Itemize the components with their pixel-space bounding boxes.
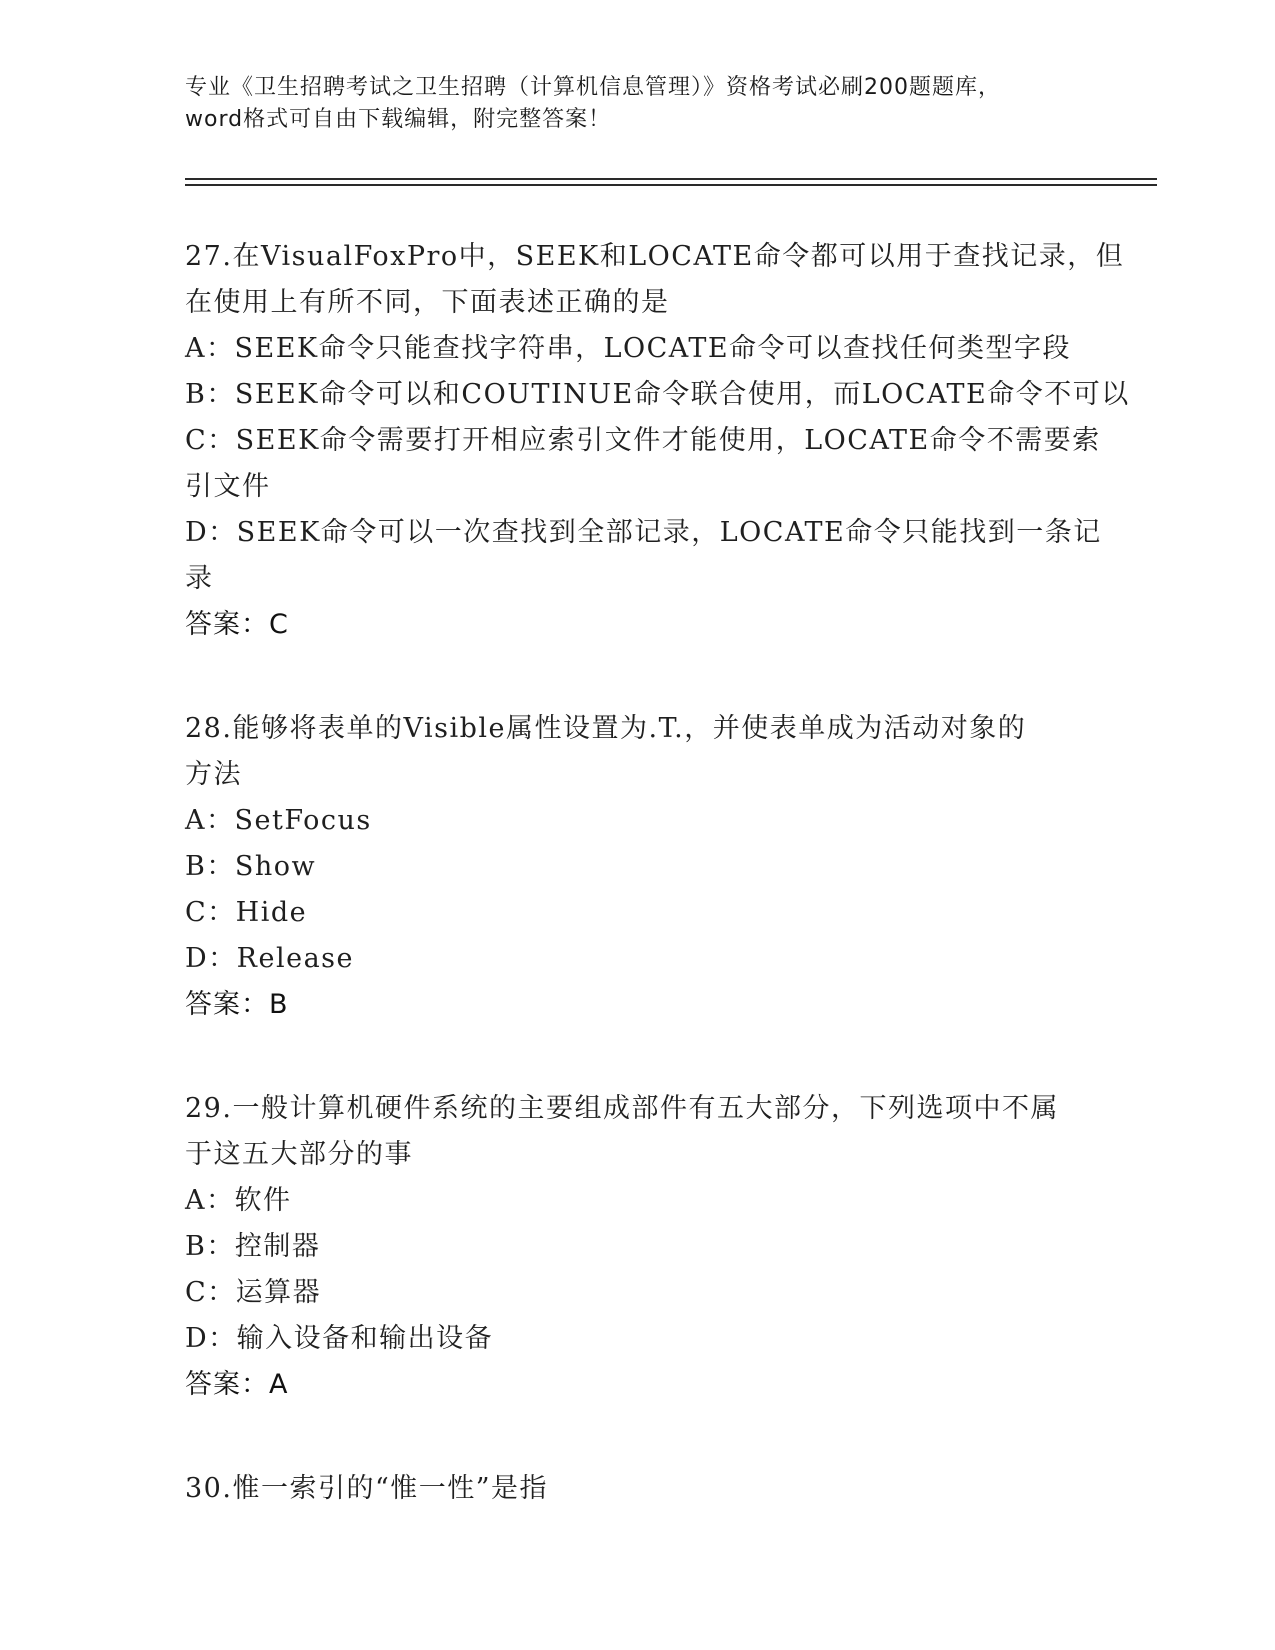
option-d: D：SEEK命令可以一次查找到全部记录，LOCATE命令只能找到一条记	[185, 517, 1102, 548]
option-c: C：运算器	[185, 1277, 322, 1308]
header-line-1: 专业《卫生招聘考试之卫生招聘（计算机信息管理）》资格考试必刷200题题库，	[185, 75, 1001, 100]
answer-key: 答案：B	[185, 989, 289, 1020]
question-stem: 29.一般计算机硬件系统的主要组成部件有五大部分，下列选项中不属	[185, 1093, 1059, 1124]
answer-key: 答案：A	[185, 1369, 289, 1400]
question-stem: 方法	[185, 759, 242, 790]
question-list	[185, 234, 1130, 1570]
option-d: D：Release	[185, 943, 355, 974]
option-a: A：软件	[185, 1185, 292, 1216]
question-stem: 于这五大部分的事	[185, 1139, 413, 1170]
question-stem: 27.在VisualFoxPro中，SEEK和LOCATE命令都可以用于查找记录，但	[185, 241, 1125, 272]
option-b: B：SEEK命令可以和COUTINUE命令联合使用，而LOCATE命令不可以	[185, 379, 1130, 410]
question-stem: 28.能够将表单的Visible属性设置为.T.，并使表单成为活动对象的	[185, 713, 1027, 744]
option-b: B：Show	[185, 851, 317, 882]
option-d-continued: 录	[185, 563, 214, 594]
option-c: C：SEEK命令需要打开相应索引文件才能使用，LOCATE命令不需要索	[185, 425, 1101, 456]
document-header	[185, 72, 1075, 136]
option-c-continued: 引文件	[185, 471, 271, 502]
header-divider-top	[185, 178, 1157, 180]
question-27	[185, 234, 1130, 648]
option-d: D：输入设备和输出设备	[185, 1323, 494, 1354]
question-28	[185, 706, 1085, 1028]
option-a: A：SetFocus	[185, 805, 372, 836]
header-divider-bottom	[185, 184, 1157, 186]
question-29	[185, 1086, 1085, 1408]
question-stem: 30.惟一索引的“惟一性”是指	[185, 1473, 549, 1504]
question-stem: 在使用上有所不同，下面表述正确的是	[185, 287, 670, 318]
option-a: A：SEEK命令只能查找字符串，LOCATE命令可以查找任何类型字段	[185, 333, 1072, 364]
option-c: C：Hide	[185, 897, 308, 928]
answer-key: 答案：C	[185, 609, 289, 640]
option-b: B：控制器	[185, 1231, 321, 1262]
header-line-2: word格式可自由下载编辑，附完整答案！	[185, 107, 612, 132]
question-30	[185, 1466, 1085, 1512]
